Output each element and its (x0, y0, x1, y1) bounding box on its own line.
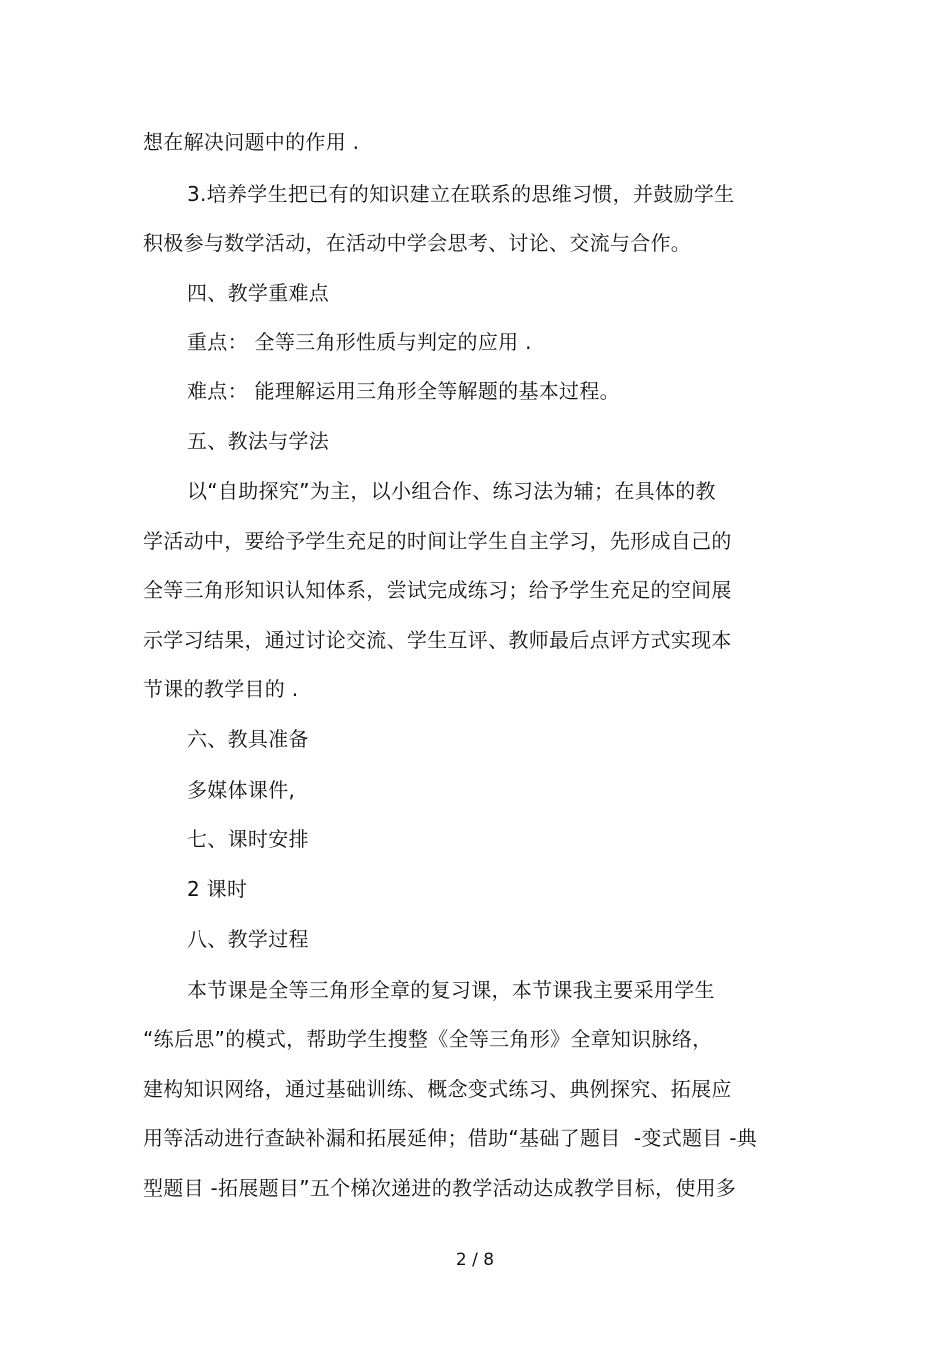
paragraph-line: 积极参与数学活动，在活动中学会思考、讨论、交流与合作。 (143, 231, 692, 255)
paragraph-line: 2 课时 (187, 877, 248, 901)
paragraph-line: 难点： 能理解运用三角形全等解题的基本过程。 (187, 379, 620, 403)
paragraph-line: 以“自助探究”为主，以小组合作、练习法为辅；在具体的教 (187, 479, 716, 503)
paragraph-line: 想在解决问题中的作用 . (143, 130, 360, 154)
section-heading: 六、教具准备 (187, 727, 309, 751)
paragraph-line: 型题目 -拓展题目”五个梯次递进的教学活动达成教学目标，使用多 (143, 1176, 737, 1200)
paragraph-line: “练后思”的模式，帮助学生搜整《全等三角形》全章知识脉络， (143, 1027, 713, 1051)
section-heading: 五、教法与学法 (187, 429, 330, 453)
page-number: 2 / 8 (455, 1250, 495, 1270)
paragraph-line: 3.培养学生把已有的知识建立在联系的思维习惯，并鼓励学生 (187, 182, 735, 206)
section-heading: 七、课时安排 (187, 827, 309, 851)
paragraph-line: 学活动中，要给予学生充足的时间让学生自主学习，先形成自己的 (143, 529, 732, 553)
paragraph-line: 多媒体课件, (187, 778, 296, 802)
paragraph-line: 节课的教学目的 . (143, 677, 299, 701)
paragraph-line: 重点： 全等三角形性质与判定的应用 . (187, 330, 532, 354)
paragraph-line: 用等活动进行查缺补漏和拓展延伸；借助“基础了题目 -变式题目 -典 (143, 1126, 758, 1150)
section-heading: 八、教学过程 (187, 927, 309, 951)
paragraph-line: 本节课是全等三角形全章的复习课，本节课我主要采用学生 (187, 978, 715, 1002)
paragraph-line: 全等三角形知识认知体系，尝试完成练习；给予学生充足的空间展 (143, 578, 732, 602)
paragraph-line: 建构知识网络，通过基础训练、概念变式练习、典例探究、拓展应 (143, 1077, 732, 1101)
paragraph-line: 示学习结果，通过讨论交流、学生互评、教师最后点评方式实现本 (143, 628, 732, 652)
section-heading: 四、教学重难点 (187, 281, 330, 305)
